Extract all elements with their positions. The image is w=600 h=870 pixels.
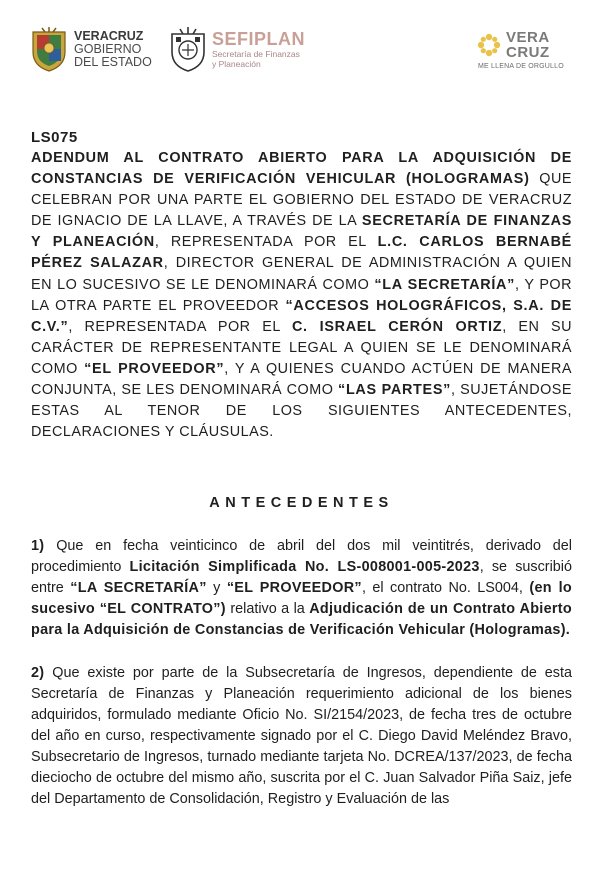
bold-text-run: “LAS PARTES” — [338, 382, 452, 399]
gobierno-label: GOBIERNO — [74, 41, 142, 56]
veracruz-brand-logo — [476, 30, 564, 70]
bold-text-run: “LA SECRETARÍA” — [70, 580, 207, 597]
section-title-antecedentes: ANTECEDENTES — [209, 495, 394, 512]
coat-of-arms-icon — [30, 26, 68, 72]
bold-text-run: “ACCESOS HOLOGRÁFICOS, S.A. DE C.V.” — [31, 297, 573, 335]
veracruz-label: VERACRUZ — [74, 28, 144, 43]
sefiplan-emblem-icon — [168, 26, 208, 72]
text-run: QUE CELEBRAN POR UNA PARTE EL GOBIERNO DEL ESTADO DE VERACRUZ DE IGNACIO DE LA LLAVE, A TRAVÉS DE LA — [31, 171, 572, 230]
bold-text-run: C. ISRAEL CERÓN ORTIZ — [291, 318, 503, 335]
text-run: relativo a la — [225, 601, 310, 618]
text-run: , Y A QUIENES CUANDO ACTÚEN DE MANERA CONJUNTA, SE LES DENOMINARÁ COMO — [31, 360, 573, 399]
text-run: y — [206, 580, 227, 597]
bold-text-run: “LA SECRETARÍA” — [374, 276, 516, 293]
vera-label: VERA — [506, 29, 550, 46]
bold-text-run: SECRETARÍA DE FINANZAS Y PLANEACIÓN — [31, 213, 573, 251]
bold-text-run: Adjudicación de un Contrato Abierto para la Adquisición de Constancias de Verificación Vehicular (Hologramas). — [31, 601, 572, 639]
text-run: Que en fecha veinticinco de abril del dos mil veintitrés, derivado del procedimiento — [31, 538, 572, 576]
intro-paragraph — [31, 148, 572, 443]
text-run: , el contrato No. LS004, — [361, 580, 530, 597]
sefiplan-subtitle-1: Secretaría de Finanzas — [212, 48, 300, 59]
cruz-label: CRUZ — [506, 44, 550, 61]
text-run: , SUJETÁNDOSE ESTAS AL TENOR DE LOS SIGUIENTES ANTECEDENTES, DECLARACIONES Y CLÁUSULAS. — [31, 382, 572, 441]
letterhead — [0, 20, 600, 90]
bold-text-run: 2) — [31, 665, 45, 682]
text-run: , Y POR LA OTRA PARTE EL PROVEEDOR — [31, 276, 573, 314]
flower-mark-icon — [476, 32, 502, 58]
bold-text-run: L.C. CARLOS BERNABÉ PÉREZ SALAZAR — [31, 234, 572, 272]
text-run: , DIRECTOR GENERAL DE ADMINISTRACIÓN A QUIEN EN LO SUCESIVO SE LE DENOMINARÁ COMO — [31, 255, 573, 293]
text-run: , se suscribió entre — [31, 559, 572, 597]
document-code: LS075 — [31, 129, 78, 146]
brand-tagline: ME LLENA DE ORGULLO — [478, 63, 564, 70]
sefiplan-logo — [168, 26, 305, 72]
sefiplan-name: SEFIPLAN — [212, 28, 306, 49]
text-run: , REPRESENTADA POR EL — [154, 234, 378, 251]
bold-text-run: “EL PROVEEDOR” — [84, 360, 225, 377]
bold-text-run: Licitación Simplificada No. LS-008001-005-2023 — [129, 559, 480, 576]
antecedente-1 — [31, 536, 572, 641]
veracruz-government-logo — [30, 26, 152, 72]
del-estado-label: DEL ESTADO — [74, 54, 152, 69]
text-run: , EN SU CARÁCTER DE REPRESENTANTE LEGAL A QUIEN SE LE DENOMINARÁ COMO — [31, 318, 573, 377]
antecedente-2 — [31, 663, 572, 810]
bold-text-run: 1) — [31, 538, 45, 555]
document-body — [31, 128, 572, 810]
text-run: , REPRESENTADA POR EL — [68, 318, 292, 335]
bold-text-run: ADENDUM AL CONTRATO ABIERTO PARA LA ADQUISICIÓN DE CONSTANCIAS DE VERIFICACIÓN VEHICULAR (HOLOGRAMAS) — [31, 150, 572, 188]
sefiplan-subtitle-2: y Planeación — [212, 58, 261, 69]
bold-text-run: “EL PROVEEDOR” — [226, 580, 362, 597]
text-run: Que existe por parte de la Subsecretaría de Ingresos, dependiente de esta Secretaría de Finanzas y Planeación requerimiento adicional de los bienes adquiridos, formulado mediante Oficio No. SI/2154/2023, de fecha tres de octubre del año en curso, respectivamente signado por el C. Diego David Meléndez Bravo, Subsecretario de Ingresos, turnado mediante tarjeta No. DCREA/137/2023, de fecha dieciocho de octubre del mismo año, suscrita por el C. Juan Salvador Piña Saiz, jefe del Departamento de Consolidación, Registro y Evaluación de las — [31, 665, 572, 808]
bold-text-run: (en lo sucesivo “EL CONTRATO”) — [31, 580, 572, 618]
